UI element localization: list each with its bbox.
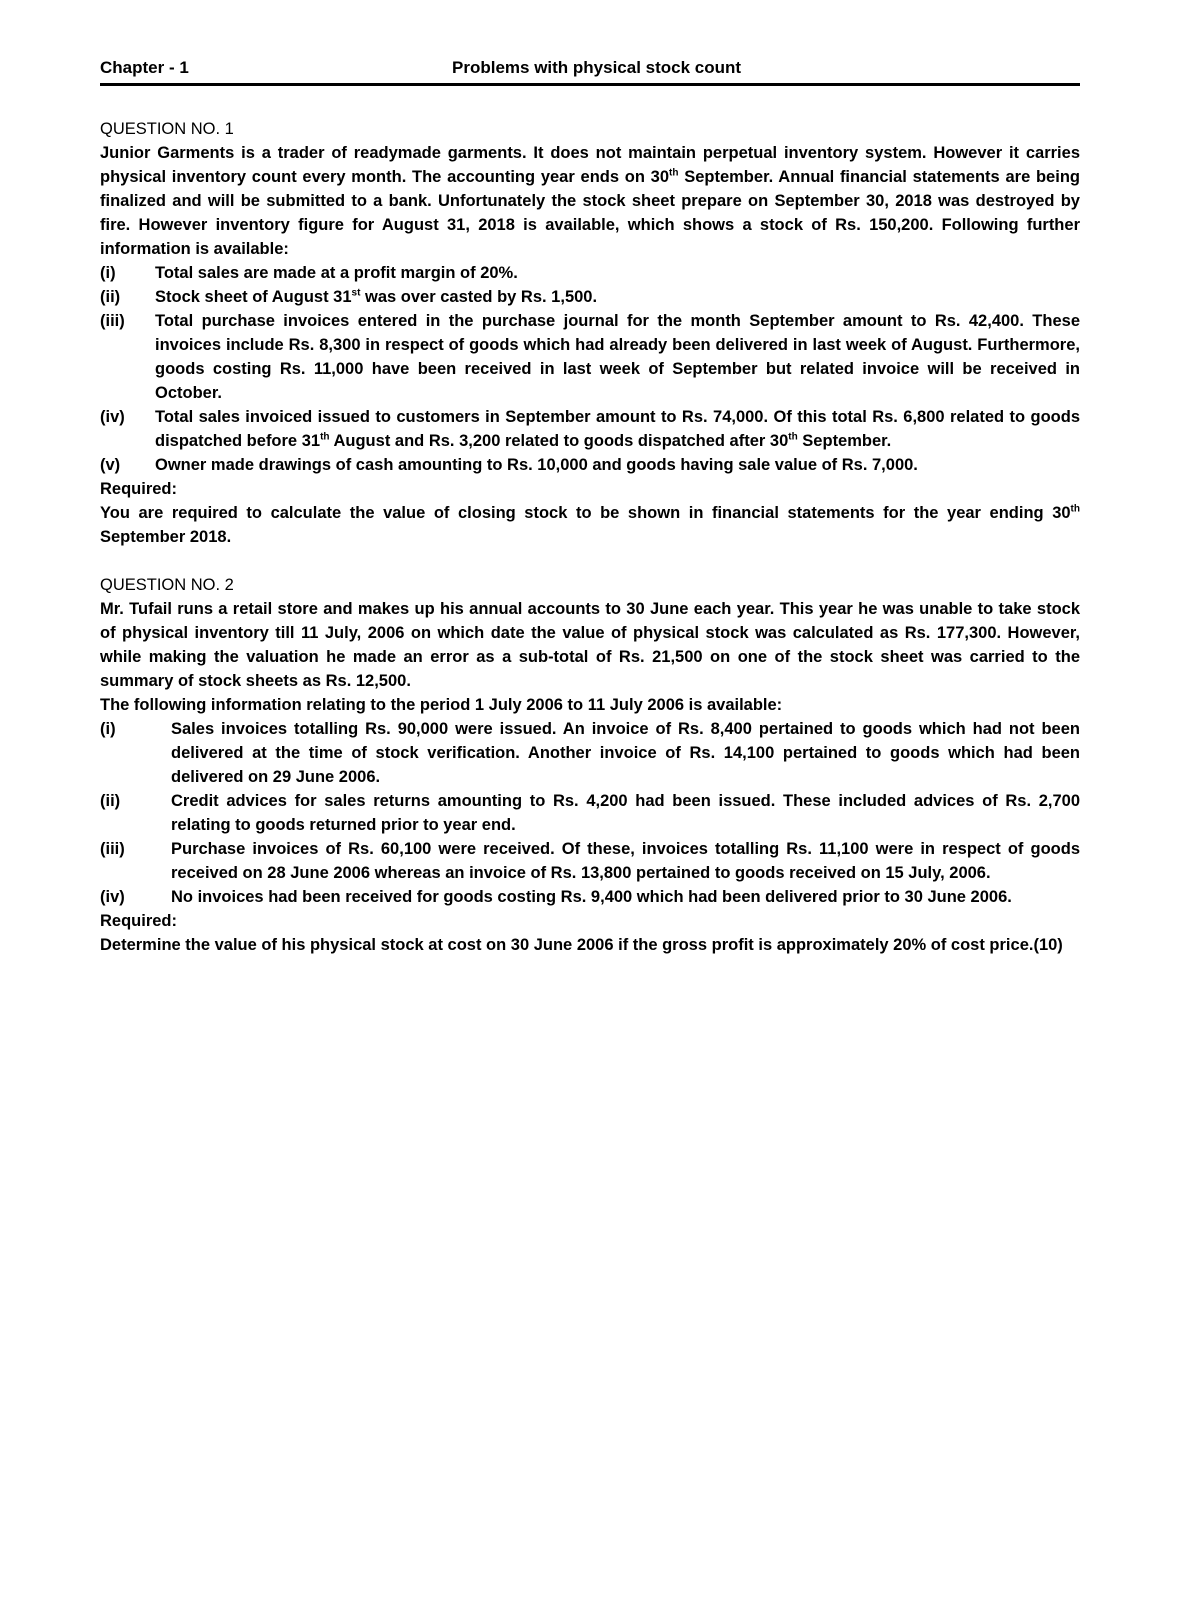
page-header bbox=[100, 58, 1080, 84]
q1-item-text-part: September. bbox=[797, 432, 892, 450]
question-1-intro bbox=[100, 141, 1080, 261]
q1-item-number: (v) bbox=[100, 456, 121, 474]
chapter-title: Problems with physical stock count bbox=[452, 58, 742, 77]
q1-item-text-part: was over casted by Rs. 1,500. bbox=[360, 288, 598, 306]
q1-item bbox=[100, 261, 1080, 285]
question-2-title: QUESTION NO. 2 bbox=[100, 576, 234, 594]
q2-item-text: Purchase invoices of Rs. 60,100 were received. Of these, invoices totalling Rs. 11,100 were in respect of goods received on 28 June 2006 whereas an invoice of Rs. 13,800 pertained to goods received on 15 July, 2006. bbox=[171, 840, 1080, 882]
q2-item-number: (iv) bbox=[100, 888, 125, 906]
q2-item-text: Sales invoices totalling Rs. 90,000 were issued. An invoice of Rs. 8,400 pertained to goods which had not been delivered at the time of stock verification. Another invoice of Rs. 14,100 pertained to goods which had been delivered on 29 June 2006. bbox=[171, 720, 1080, 786]
q1-item-text: Owner made drawings of cash amounting to Rs. 10,000 and goods having sale value of Rs. 7,000. bbox=[155, 456, 918, 474]
q2-required-label: Required: bbox=[100, 912, 178, 930]
q1-required-part: September 2018. bbox=[100, 528, 232, 546]
q1-item-superscript: st bbox=[351, 287, 361, 299]
header-rule bbox=[100, 83, 1080, 86]
q1-item bbox=[100, 453, 1080, 477]
q1-item-text-part: Total sales invoiced issued to customers in September amount to Rs. 74,000. Of this total Rs. 6,800 related to goods dispatched before 31 bbox=[155, 408, 1080, 450]
q2-item-number: (iii) bbox=[100, 840, 125, 858]
q2-item-number: (i) bbox=[100, 720, 116, 738]
q1-item-text-part: August and Rs. 3,200 related to goods dispatched after 30 bbox=[329, 432, 789, 450]
q2-item bbox=[100, 717, 1080, 789]
q1-item bbox=[100, 285, 1080, 309]
q1-item-number: (iii) bbox=[100, 312, 125, 330]
q1-intro-superscript: th bbox=[669, 167, 679, 179]
document-body bbox=[100, 117, 1080, 957]
q1-item-number: (i) bbox=[100, 264, 116, 282]
q2-item bbox=[100, 837, 1080, 885]
question-2-info: The following information relating to the period 1 July 2006 to 11 July 2006 is available: bbox=[100, 696, 783, 714]
chapter-label: Chapter - 1 bbox=[100, 58, 189, 77]
question-1 bbox=[100, 117, 1080, 549]
q1-item-number: (ii) bbox=[100, 288, 121, 306]
q2-item-text: Credit advices for sales returns amounting to Rs. 4,200 had been issued. These included advices of Rs. 2,700 relating to goods returned prior to year end. bbox=[171, 792, 1080, 834]
q1-item-text: Total purchase invoices entered in the purchase journal for the month September amount to Rs. 42,400. These invoices include Rs. 8,300 in respect of goods which had already been delivered in last week of August. Furthermore, goods costing Rs. 11,000 have been received in last week of September but related invoice will be received in October. bbox=[155, 312, 1080, 402]
q1-item-number: (iv) bbox=[100, 408, 125, 426]
q1-item-superscript: th bbox=[320, 431, 330, 443]
question-1-title: QUESTION NO. 1 bbox=[100, 120, 234, 138]
q1-required-superscript: th bbox=[1070, 503, 1080, 515]
question-2 bbox=[100, 573, 1080, 957]
q1-item bbox=[100, 405, 1080, 453]
q1-item-text-part: Stock sheet of August 31 bbox=[155, 288, 352, 306]
q2-item-number: (ii) bbox=[100, 792, 121, 810]
q1-item-text bbox=[155, 285, 1080, 309]
q1-required-part: You are required to calculate the value of closing stock to be shown in financial statements for the year ending 30 bbox=[100, 504, 1071, 522]
q1-item bbox=[100, 309, 1080, 405]
q1-required-label: Required: bbox=[100, 480, 178, 498]
q2-item bbox=[100, 885, 1080, 909]
q2-required-text: Determine the value of his physical stock at cost on 30 June 2006 if the gross profit is approximately 20% of cost price.(10) bbox=[100, 936, 1063, 954]
section-spacer bbox=[100, 549, 1080, 573]
q1-intro-part-2: September. Annual financial statements are being finalized and will be submitted to a bank. Unfortunately the stock sheet prepare on September 30, 2018 was destroyed by fire. However inventory figure for August 31, 2018 is available, which shows a stock of Rs. 150,200. Following further information is available: bbox=[100, 168, 1080, 258]
question-2-intro: Mr. Tufail runs a retail store and makes up his annual accounts to 30 June each year. This year he was unable to take stock of physical inventory till 11 July, 2006 on which date the value of physical stock was calculated as Rs. 177,300. However, while making the valuation he made an error as a sub-total of Rs. 21,500 on one of the stock sheet was carried to the summary of stock sheets as Rs. 12,500. bbox=[100, 600, 1080, 690]
q1-intro-part-1: Junior Garments is a trader of readymade garments. It does not maintain perpetual inventory system. However it carries physical inventory count every month. The accounting year ends on 30 bbox=[100, 144, 1080, 186]
q1-item-text: Total sales are made at a profit margin of 20%. bbox=[155, 264, 518, 282]
q1-item-text bbox=[155, 405, 1080, 453]
q1-item-superscript: th bbox=[788, 431, 798, 443]
q2-item-text: No invoices had been received for goods costing Rs. 9,400 which had been delivered prior to 30 June 2006. bbox=[171, 888, 1012, 906]
q1-required-text bbox=[100, 501, 1080, 549]
q2-item bbox=[100, 789, 1080, 837]
